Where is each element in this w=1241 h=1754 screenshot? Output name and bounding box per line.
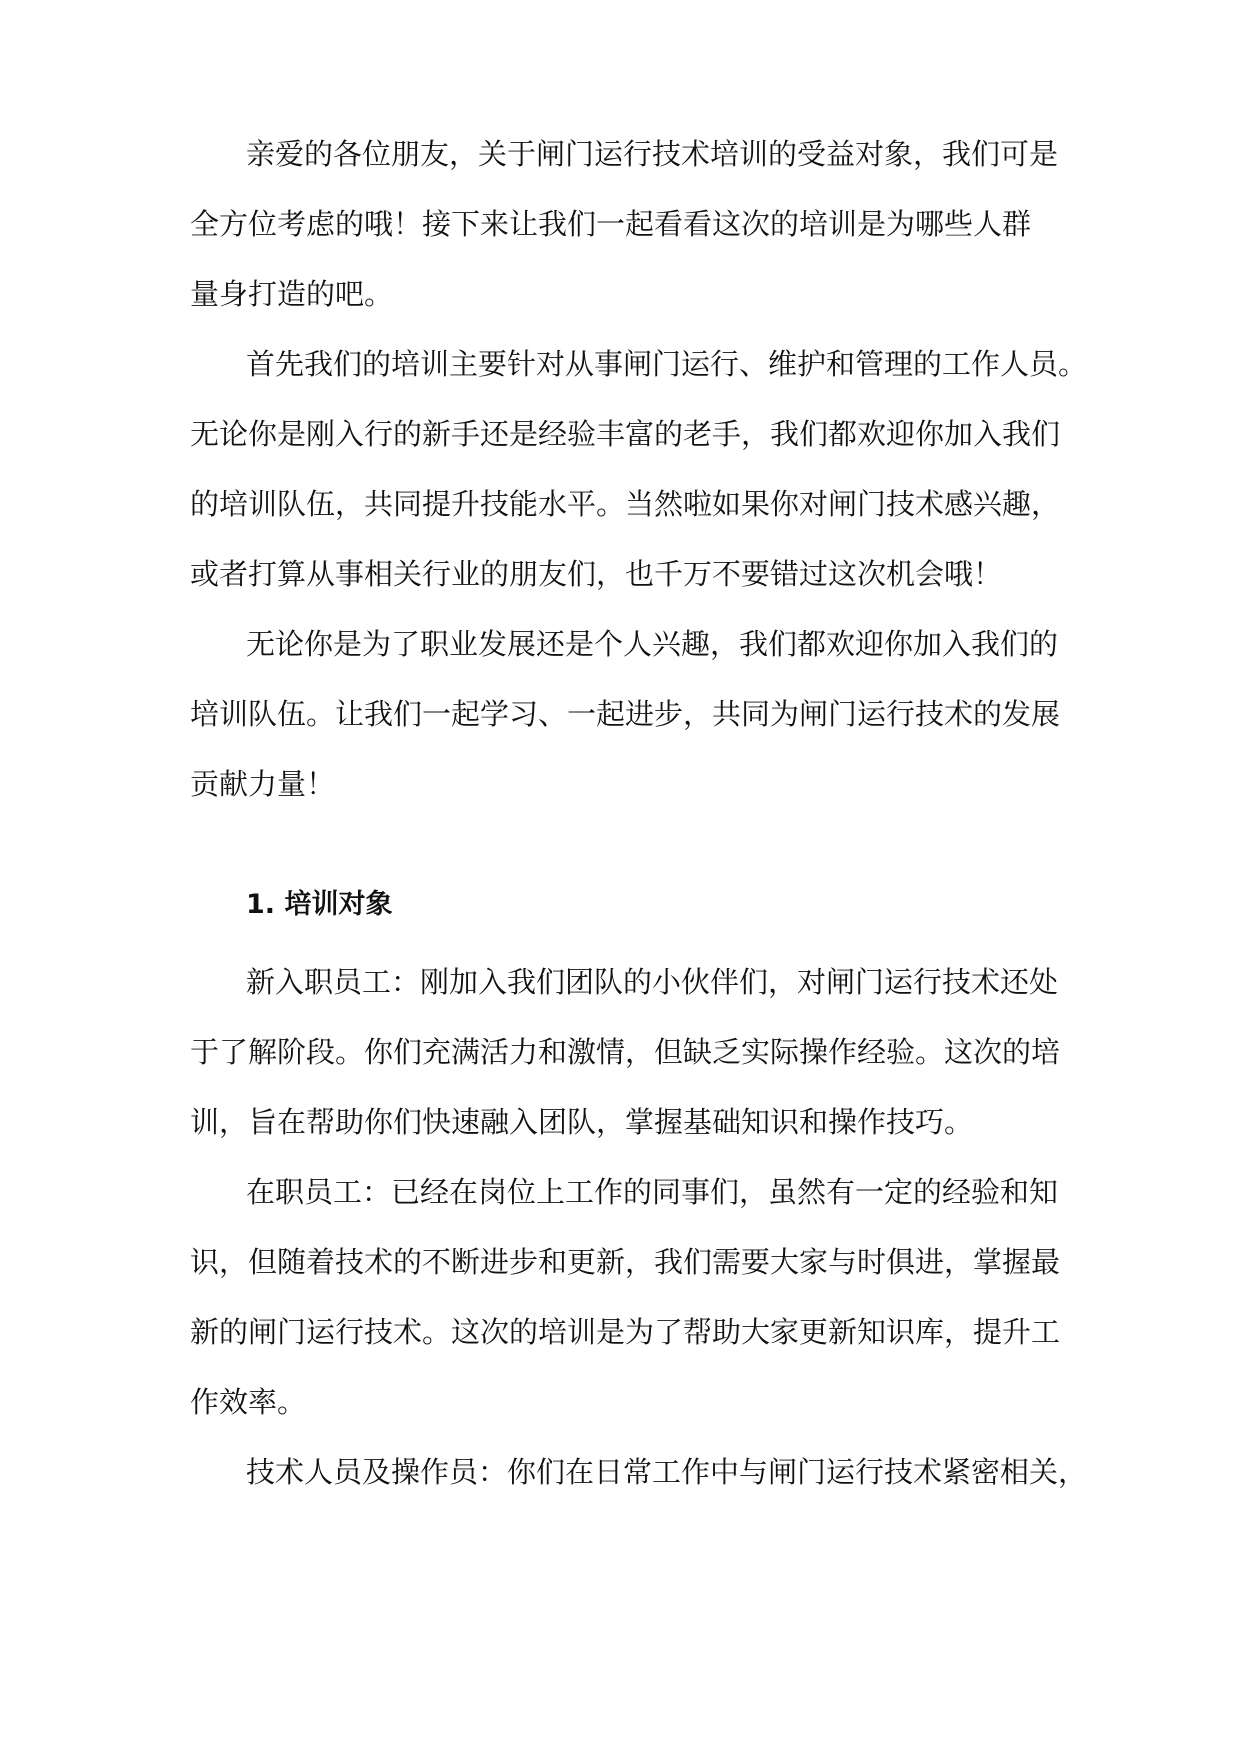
- paragraph-1-line-3: 量身打造的吧。: [190, 277, 394, 311]
- section-paragraph-1-line-3: 训，旨在帮助你们快速融入团队，掌握基础知识和操作技巧。: [190, 1105, 974, 1139]
- section-paragraph-2-line-1: 在职员工：已经在岗位上工作的同事们，虽然有一定的经验和知: [246, 1175, 1059, 1209]
- paragraph-2-line-4: 或者打算从事相关行业的朋友们，也千万不要错过这次机会哦！: [190, 557, 1003, 591]
- section-paragraph-1-line-2: 于了解阶段。你们充满活力和激情，但缺乏实际操作经验。这次的培: [190, 1035, 1061, 1069]
- paragraph-1-line-1: 亲爱的各位朋友，关于闸门运行技术培训的受益对象，我们可是: [246, 137, 1059, 171]
- paragraph-3-line-1: 无论你是为了职业发展还是个人兴趣，我们都欢迎你加入我们的: [246, 627, 1059, 661]
- paragraph-2-line-1: 首先我们的培训主要针对从事闸门运行、维护和管理的工作人员。: [246, 347, 1088, 381]
- paragraph-2-line-3: 的培训队伍，共同提升技能水平。当然啦如果你对闸门技术感兴趣，: [190, 487, 1061, 521]
- paragraph-1-line-2: 全方位考虑的哦！接下来让我们一起看看这次的培训是为哪些人群: [190, 207, 1032, 241]
- section-paragraph-2-line-2: 识，但随着技术的不断进步和更新，我们需要大家与时俱进，掌握最: [190, 1245, 1061, 1279]
- section-paragraph-2-line-3: 新的闸门运行技术。这次的培训是为了帮助大家更新知识库，提升工: [190, 1315, 1061, 1349]
- paragraph-2-line-2: 无论你是刚入行的新手还是经验丰富的老手，我们都欢迎你加入我们: [190, 417, 1061, 451]
- section-paragraph-1-line-1: 新入职员工：刚加入我们团队的小伙伴们，对闸门运行技术还处: [246, 965, 1059, 999]
- section-paragraph-3-line-1: 技术人员及操作员：你们在日常工作中与闸门运行技术紧密相关，: [246, 1455, 1088, 1489]
- paragraph-3-line-3: 贡献力量！: [190, 767, 336, 801]
- paragraph-3-line-2: 培训队伍。让我们一起学习、一起进步，共同为闸门运行技术的发展: [190, 697, 1061, 731]
- section-paragraph-2-line-4: 作效率。: [190, 1385, 307, 1419]
- section-heading: 1. 培训对象: [246, 889, 393, 920]
